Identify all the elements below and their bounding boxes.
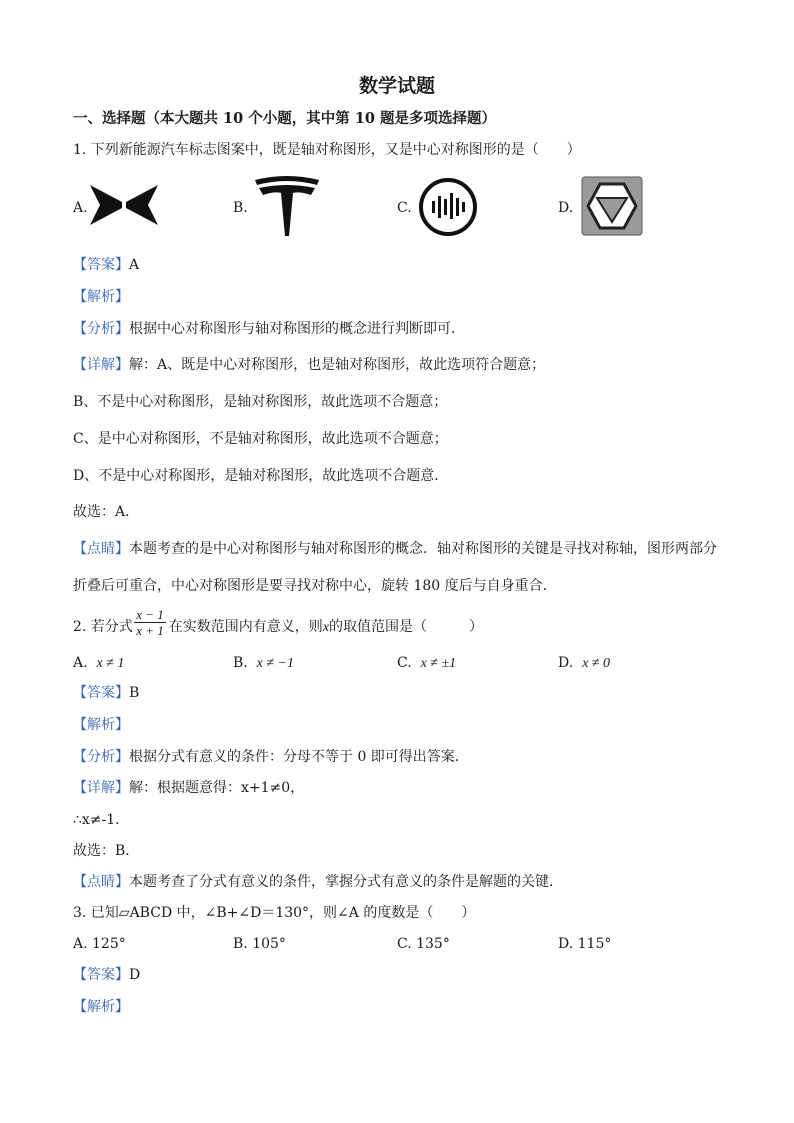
q2-stem-mid: 在实数范围内有意义，则 — [168, 619, 323, 635]
q3-stem: 3. 已知▱ABCD 中，∠B+∠D＝130°，则∠A 的度数是（ ） — [73, 905, 476, 921]
q2-therefore: ∴x≠-1． — [73, 812, 130, 828]
option-label: C. — [397, 655, 412, 671]
q2-stem-var: x — [322, 620, 330, 635]
q1-analysis-tag: 【解析】 — [73, 289, 129, 305]
xpeng-logo-icon — [88, 183, 160, 227]
xiangjie-tag: 【详解】 — [73, 780, 129, 796]
q1-fenxi — [73, 320, 465, 338]
answer-tag: 【答案】 — [73, 685, 129, 701]
q2-option-a — [73, 654, 124, 673]
xiangjie-tag: 【详解】 — [73, 357, 129, 373]
option-math: x ≠ 0 — [582, 656, 610, 671]
q1-option-d-label: D. — [558, 200, 574, 216]
q3-option-d: D. 115° — [558, 936, 612, 952]
hexagon-triangle-logo-icon — [581, 176, 643, 236]
q1-option-c-label: C. — [397, 200, 412, 216]
q1-line-d: D、不是中心对称图形，是轴对称图形，故此选项不合题意． — [73, 468, 449, 484]
q1-line-c: C、是中心对称图形，不是轴对称图形，故此选项不合题意； — [73, 431, 448, 447]
option-label: A. — [73, 655, 88, 671]
option-label: D. — [558, 655, 574, 671]
option-label: B. — [233, 655, 248, 671]
q3-option-c: C. 135° — [397, 936, 450, 952]
q3-answer — [73, 966, 140, 984]
circle-bars-logo-icon — [418, 177, 478, 237]
option-math: x ≠ −1 — [256, 656, 295, 671]
q1-option-b-label: B. — [233, 200, 248, 216]
q1-line-b: B、不是中心对称图形，是轴对称图形，故此选项不合题意； — [73, 394, 448, 410]
dianjing-text-1: 本题考查的是中心对称图形与轴对称图形的概念．轴对称图形的关键是寻找对称轴，图形两部分 — [129, 541, 717, 557]
page-title: 数学试题 — [358, 75, 435, 97]
q2-fenxi — [73, 748, 469, 766]
q1-option-a-label: A. — [73, 200, 88, 216]
q3-analysis-tag: 【解析】 — [73, 999, 129, 1015]
xiangjie-text: 解：根据题意得：x+1≠0， — [129, 780, 305, 796]
tesla-logo-icon — [253, 174, 321, 238]
fenxi-tag: 【分析】 — [73, 321, 129, 337]
fraction-denominator: x + 1 — [136, 623, 164, 638]
q2-option-b — [233, 654, 294, 673]
q2-dianjing — [73, 873, 563, 891]
q3-option-a: A. 125° — [73, 936, 126, 952]
q2-option-d — [558, 654, 610, 673]
section-heading: 一、选择题（本大题共 10 个小题，其中第 10 题是多项选择题） — [73, 110, 497, 127]
q1-answer — [73, 256, 139, 274]
q2-answer — [73, 684, 139, 702]
option-math: x ≠ 1 — [96, 656, 125, 671]
q1-stem: 1. 下列新能源汽车标志图案中，既是轴对称图形，又是中心对称图形的是（ ） — [73, 142, 581, 158]
q1-xiangjie — [73, 356, 545, 374]
answer-tag: 【答案】 — [73, 257, 129, 273]
answer-value: D — [129, 967, 141, 983]
q2-xiangjie — [73, 779, 304, 797]
q1-dianjing-cont: 折叠后可重合，中心对称图形是要寻找对称中心，旋转 180 度后与自身重合． — [73, 578, 557, 594]
q1-choose: 故选：A． — [73, 504, 140, 520]
q3-option-b: B. 105° — [233, 936, 286, 952]
q2-analysis-tag: 【解析】 — [73, 717, 129, 733]
xiangjie-text: 解：A、既是中心对称图形，也是轴对称图形，故此选项符合题意； — [129, 357, 546, 373]
fenxi-text: 根据中心对称图形与轴对称图形的概念进行判断即可． — [129, 321, 465, 337]
q2-fraction — [134, 607, 166, 638]
q2-stem-pre: 2. 若分式 — [73, 619, 133, 635]
dianjing-text: 本题考查了分式有意义的条件，掌握分式有意义的条件是解题的关键． — [129, 874, 563, 890]
answer-tag: 【答案】 — [73, 967, 129, 983]
fenxi-text: 根据分式有意义的条件：分母不等于 0 即可得出答案． — [129, 749, 469, 765]
answer-value: A — [129, 257, 140, 273]
option-math: x ≠ ±1 — [420, 656, 457, 671]
fenxi-tag: 【分析】 — [73, 749, 129, 765]
fraction-numerator: x − 1 — [136, 607, 164, 622]
q2-option-c — [397, 654, 456, 673]
dianjing-tag: 【点睛】 — [73, 541, 129, 557]
answer-value: B — [129, 685, 140, 701]
dianjing-tag: 【点睛】 — [73, 874, 129, 890]
q1-dianjing — [73, 540, 717, 558]
q2-stem-post: 的取值范围是（ ） — [329, 619, 484, 635]
q2-choose: 故选：B． — [73, 843, 140, 859]
